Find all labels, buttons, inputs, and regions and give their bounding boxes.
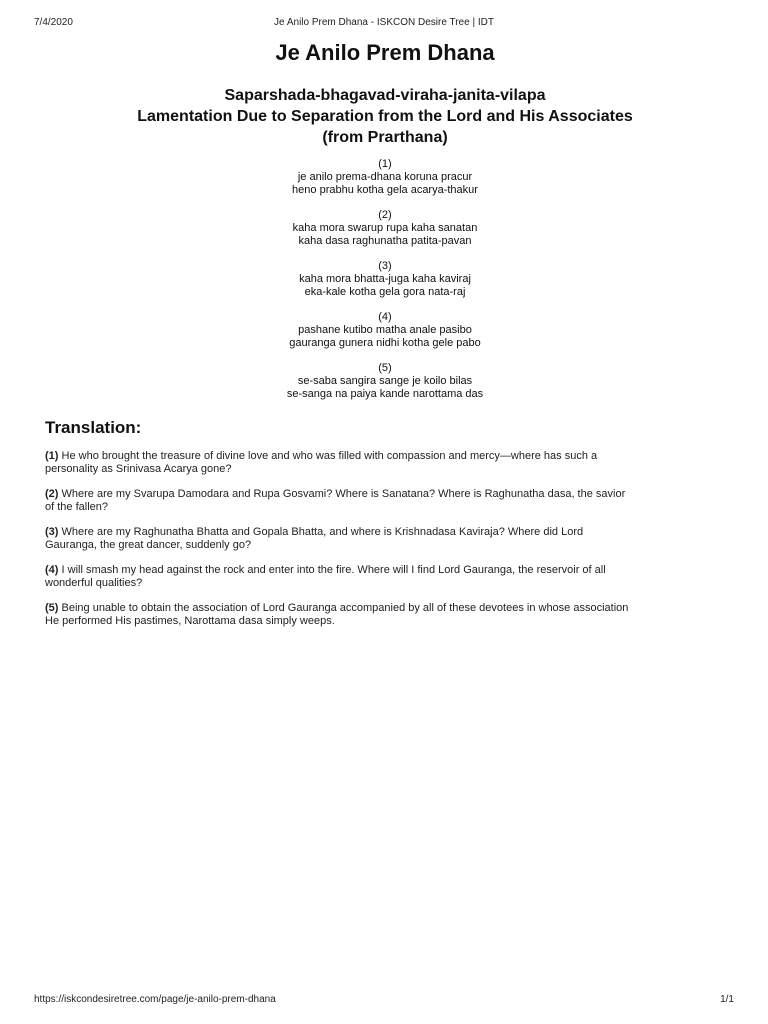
translation-text: I will smash my head against the rock and enter into the fire. Where will I find Lord Gauranga, the reservoir of all wonderful qualities? (45, 564, 606, 589)
subtitle-line: Lamentation Due to Separation from the Lord and His Associates (137, 108, 633, 125)
print-document-title: Je Anilo Prem Dhana - ISKCON Desire Tree | IDT (274, 17, 494, 28)
translation-paragraph (45, 450, 635, 476)
subtitle-block (45, 85, 725, 148)
verse-number: (1) (378, 158, 392, 170)
translation-paragraphs (45, 450, 635, 628)
subtitle-line: Saparshada-bhagavad-viraha-janita-vilapa (224, 87, 546, 104)
verse-line: heno prabhu kotha gela acarya-thakur (292, 184, 478, 196)
verse (45, 362, 725, 401)
translation-paragraph (45, 526, 635, 552)
translation-text: Where are my Raghunatha Bhatta and Gopala Bhatta, and where is Krishnadasa Kaviraja? Where did Lord Gauranga, the great dancer, suddenly go? (45, 526, 584, 551)
translation-text: Being unable to obtain the association of Lord Gauranga accompanied by all of these devotees in whose association He performed His pastimes, Narottama dasa simply weeps. (45, 602, 629, 627)
verse-number: (5) (378, 362, 392, 374)
verses (45, 158, 725, 401)
print-header (34, 17, 734, 31)
verse-line: eka-kale kotha gela gora nata-raj (304, 286, 466, 298)
verse-line: kaha mora bhatta-juga kaha kaviraj (299, 273, 471, 285)
verse-line: se-saba sangira sange je koilo bilas (297, 375, 473, 387)
translation-paragraph (45, 602, 635, 628)
page-indicator: 1/1 (720, 994, 734, 1005)
verse (45, 260, 725, 299)
verse-line: je anilo prema-dhana koruna pracur (297, 171, 473, 183)
verse-line: kaha mora swarup rupa kaha sanatan (292, 222, 478, 234)
translation-number: (1) (45, 450, 59, 462)
translation-text: He who brought the treasure of divine love and who was filled with compassion and mercy—where has such a personality as Srinivasa Acarya gone? (45, 450, 598, 475)
verse-line: gauranga gunera nidhi kotha gele pabo (289, 337, 481, 349)
translation-number: (2) (45, 488, 59, 500)
verse-number: (3) (378, 260, 392, 272)
translation-number: (4) (45, 564, 59, 576)
print-footer (34, 994, 734, 1008)
verse (45, 158, 725, 197)
verse-number: (4) (378, 311, 392, 323)
verse-number: (2) (378, 209, 392, 221)
print-date: 7/4/2020 (34, 17, 73, 28)
page-content (45, 38, 725, 640)
page-url-link[interactable]: https://iskcondesiretree.com/page/je-anilo-prem-dhana (34, 994, 276, 1005)
verse-line: pashane kutibo matha anale pasibo (298, 324, 472, 336)
verse-line: se-sanga na paiya kande narottama das (286, 388, 484, 400)
translation-paragraph (45, 564, 635, 590)
page-title: Je Anilo Prem Dhana (275, 40, 495, 65)
verse (45, 311, 725, 350)
subtitle-line: (from Prarthana) (322, 129, 448, 146)
translation-text: Where are my Svarupa Damodara and Rupa Gosvami? Where is Sanatana? Where is Raghunatha dasa, the savior of the fallen? (45, 488, 626, 513)
translation-number: (3) (45, 526, 59, 538)
translation-paragraph (45, 488, 635, 514)
translation-heading: Translation: (45, 418, 142, 437)
verse-line: kaha dasa raghunatha patita-pavan (298, 235, 472, 247)
translation-number: (5) (45, 602, 59, 614)
verse (45, 209, 725, 248)
